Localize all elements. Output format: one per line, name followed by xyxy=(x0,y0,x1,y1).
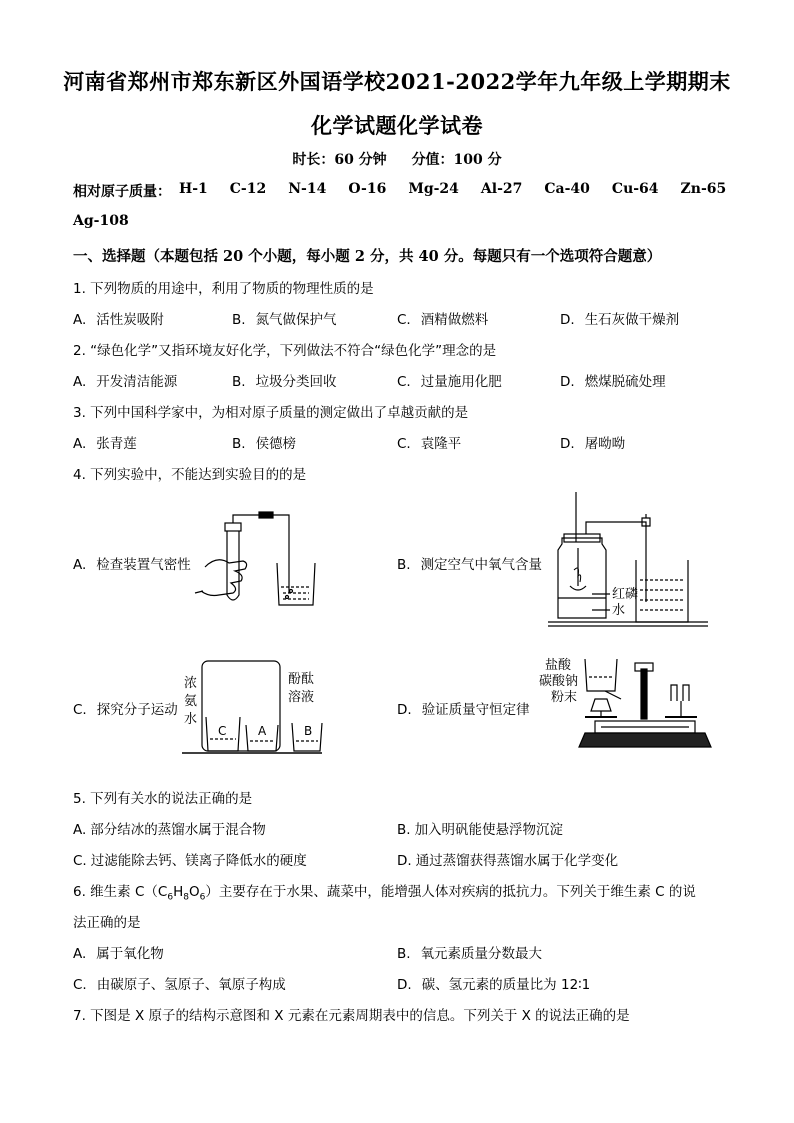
q4-option-b: B. 测定空气中氧气含量 xyxy=(397,557,543,573)
atomic-mass-label: 相对原子质量： xyxy=(73,184,171,200)
question-6-stem-line2: 法正确的是 xyxy=(73,915,141,931)
q6-option-c: C. 由碳原子、氢原子、氧原子构成 xyxy=(73,977,286,993)
q5-option-c: C. 过滤能除去钙、镁离子降低水的硬度 xyxy=(73,853,307,869)
q4-option-c: C. 探究分子运动 xyxy=(73,702,178,718)
exam-title-line2: 化学试题化学试卷 xyxy=(311,113,483,138)
exam-meta xyxy=(0,149,794,169)
atomic-masses xyxy=(73,181,748,201)
q2-option-d: D. 燃煤脱硫处理 xyxy=(560,374,666,390)
atomic-mass-item: N-14 xyxy=(288,181,327,197)
score-text: 分值：100 分 xyxy=(411,152,502,168)
q5-option-d: D. 通过蒸馏获得蒸馏水属于化学变化 xyxy=(397,853,619,869)
label-water-c: 水 xyxy=(184,712,198,727)
beaker-c-label: C xyxy=(218,724,227,738)
label-solution: 溶液 xyxy=(288,690,315,705)
q5-option-b: B. 加入明矾能使悬浮物沉淀 xyxy=(397,822,564,838)
label-sodium-carbonate: 碳酸钠 xyxy=(539,674,579,689)
q4-option-a: A. 检查装置气密性 xyxy=(73,557,191,573)
exam-title-line1: 河南省郑州市郑东新区外国语学校2021-2022学年九年级上学期期末 xyxy=(63,69,731,94)
atomic-mass-extra: Ag-108 xyxy=(73,213,129,229)
figure-c-molecule-apparatus xyxy=(182,655,342,760)
q1-option-b: B. 氮气做保护气 xyxy=(232,312,337,328)
beaker-a-label: A xyxy=(258,724,267,738)
q3-option-b: B. 侯德榜 xyxy=(232,436,297,452)
q1-option-a: A. 活性炭吸附 xyxy=(73,312,164,328)
q6-option-a: A. 属于氧化物 xyxy=(73,946,164,962)
figure-a-airtightness-apparatus xyxy=(195,505,335,610)
atomic-mass-item: H-1 xyxy=(179,181,208,197)
atomic-mass-item: O-16 xyxy=(348,181,387,197)
q2-option-b: B. 垃圾分类回收 xyxy=(232,374,337,390)
q3-option-d: D. 屠呦呦 xyxy=(560,436,626,452)
atomic-mass-item: Cu-64 xyxy=(611,181,659,197)
atomic-mass-item: Ca-40 xyxy=(544,181,590,197)
question-1-stem: 1. 下列物质的用途中，利用了物质的物理性质的是 xyxy=(73,281,374,297)
q4-option-d: D. 验证质量守恒定律 xyxy=(397,702,530,718)
question-7-stem: 7. 下图是 X 原子的结构示意图和 X 元素在元素周期表中的信息。下列关于 X 的说法正确的是 xyxy=(73,1008,630,1024)
question-3-stem: 3. 下列中国科学家中，为相对原子质量的测定做出了卓越贡献的是 xyxy=(73,405,469,421)
question-4-stem: 4. 下列实验中，不能达到实验目的的是 xyxy=(73,467,307,483)
question-5-stem: 5. 下列有关水的说法正确的是 xyxy=(73,791,253,807)
label-red-phosphorus: 红磷 xyxy=(612,587,639,602)
atomic-mass-item: C-12 xyxy=(229,181,267,197)
q3-option-c: C. 袁隆平 xyxy=(397,436,462,452)
q1-option-d: D. 生石灰做干燥剂 xyxy=(560,312,680,328)
q2-option-c: C. 过量施用化肥 xyxy=(397,374,502,390)
atomic-mass-item: Mg-24 xyxy=(408,181,459,197)
figure-d-balance-apparatus xyxy=(539,655,715,755)
label-hydrochloric-acid: 盐酸 xyxy=(545,658,572,673)
beaker-b-label: B xyxy=(304,724,313,738)
label-phenolphthalein: 酚酞 xyxy=(288,672,315,687)
atomic-mass-item: Al-27 xyxy=(480,181,523,197)
q3-option-a: A. 张青莲 xyxy=(73,436,137,452)
label-ammonia: 氨 xyxy=(184,694,198,709)
question-2-stem: 2. “绿色化学”又指环境友好化学，下列做法不符合“绿色化学”理念的是 xyxy=(73,343,497,359)
atomic-mass-item: Zn-65 xyxy=(680,181,727,197)
label-conc: 浓 xyxy=(184,676,198,691)
q5-option-a: A. 部分结冰的蒸馏水属于混合物 xyxy=(73,822,266,838)
label-water: 水 xyxy=(612,603,626,618)
label-powder: 粉末 xyxy=(551,690,578,705)
section-heading: 一、选择题（本题包括 20 个小题，每小题 2 分，共 40 分。每题只有一个选项符合题意） xyxy=(73,248,662,265)
figure-b-oxygen-apparatus xyxy=(548,490,708,628)
q1-option-c: C. 酒精做燃料 xyxy=(397,312,489,328)
q2-option-a: A. 开发清洁能源 xyxy=(73,374,178,390)
q6-option-d: D. 碳、氢元素的质量比为 12∶1 xyxy=(397,977,591,993)
duration-text: 时长：60 分钟 xyxy=(292,152,387,168)
question-6-stem: 6. 维生素 $C(C_6H_8O_6)$主要存在于水果、蔬菜中，能增强人体对疾病的抵抗力。下列关于维生素 C 的说 xyxy=(73,884,696,903)
q6-option-b: B. 氧元素质量分数最大 xyxy=(397,946,543,962)
